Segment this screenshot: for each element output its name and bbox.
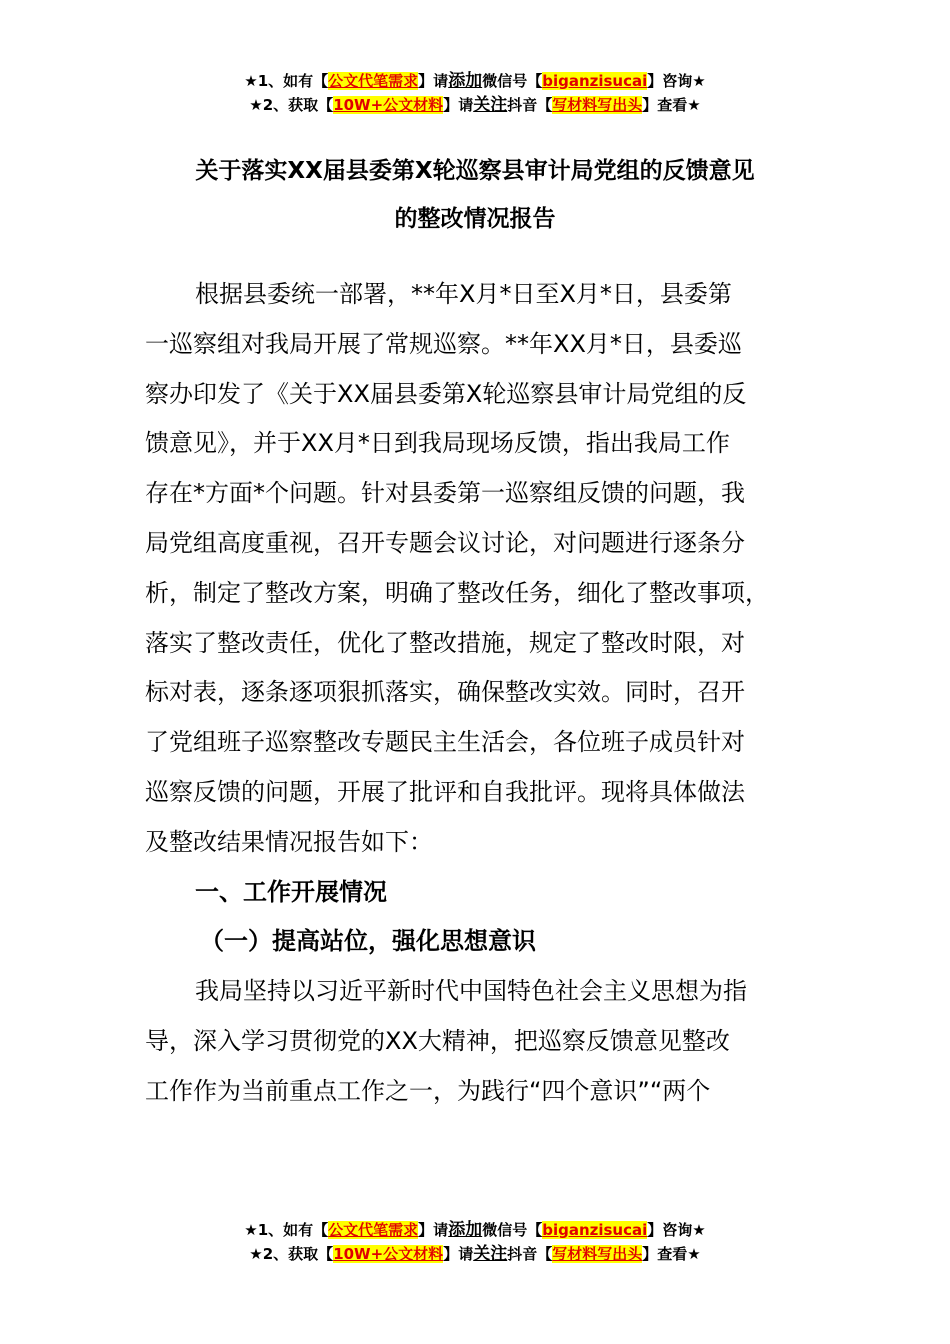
text: 】咨询★: [647, 1221, 706, 1239]
text: 】请: [443, 1245, 474, 1263]
paragraph-line: 工作作为当前重点工作之一，为践行“四个意识”“两个: [145, 1076, 711, 1105]
subsection-heading: （一）提高站位，强化思想意识: [200, 927, 536, 956]
header-banner: [0, 69, 950, 117]
text: 微信号【: [482, 72, 543, 90]
banner-line-1: [0, 69, 950, 93]
paragraph-line: 我局坚持以习近平新时代中国特色社会主义思想为指: [195, 977, 747, 1006]
banner-line-2: [0, 1242, 950, 1266]
paragraph-line: 及整改结果情况报告如下：: [145, 827, 433, 856]
text: 抖音【: [507, 1245, 553, 1263]
text: 】请: [418, 1221, 449, 1239]
highlight: 10W+公文材料: [333, 1245, 444, 1263]
text: ★1、如有【: [244, 72, 329, 90]
text: 微信号【: [482, 1221, 543, 1239]
highlight: biganzisucai: [542, 72, 648, 90]
highlight: 公文代笔需求: [328, 1221, 419, 1239]
text: 】咨询★: [647, 72, 706, 90]
paragraph-line: 了党组班子巡察整改专题民主生活会，各位班子成员针对: [145, 728, 745, 757]
paragraph-line: 巡察反馈的问题，开展了批评和自我批评。现将具体做法: [145, 777, 745, 806]
highlight: biganzisucai: [542, 1221, 648, 1239]
text: 】查看★: [642, 1245, 701, 1263]
highlight: 公文代笔需求: [328, 72, 419, 90]
text: 添加: [448, 71, 483, 91]
text: 添加: [448, 1220, 483, 1240]
document-title: [0, 147, 950, 243]
title-line: 的整改情况报告: [394, 206, 556, 232]
paragraph-line: 落实了整改责任，优化了整改措施，规定了整改时限，对: [145, 628, 745, 657]
text: ★2、获取【: [249, 1245, 334, 1263]
text: 抖音【: [507, 96, 553, 114]
paragraph-line: 馈意见》，并于XX月*日到我局现场反馈，指出我局工作: [145, 429, 730, 458]
highlight: 10W+公文材料: [333, 96, 444, 114]
paragraph-line: 导，深入学习贯彻党的XX大精神，把巡察反馈意见整改: [145, 1026, 730, 1055]
document-body: [145, 270, 825, 1117]
highlight: 写材料写出头: [552, 96, 643, 114]
text: 关注: [473, 1244, 508, 1264]
text: 关注: [473, 95, 508, 115]
paragraph-line: 标对表，逐条逐项狠抓落实，确保整改实效。同时，召开: [145, 678, 745, 707]
title-line: 关于落实XX届县委第X轮巡察县审计局党组的反馈意见: [195, 158, 755, 184]
paragraph-line: 存在*方面*个问题。针对县委第一巡察组反馈的问题，我: [145, 479, 745, 508]
text: ★1、如有【: [244, 1221, 329, 1239]
text: 】请: [418, 72, 449, 90]
paragraph-line: 根据县委统一部署，**年X月*日至X月*日，县委第: [195, 280, 732, 308]
footer-banner: [0, 1218, 950, 1266]
paragraph-line: 察办印发了《关于XX届县委第X轮巡察县审计局党组的反: [145, 379, 747, 408]
paragraph-line: 一巡察组对我局开展了常规巡察。**年XX月*日，县委巡: [145, 329, 742, 358]
highlight: 写材料写出头: [552, 1245, 643, 1263]
paragraph-line: 析，制定了整改方案，明确了整改任务，细化了整改事项，: [145, 578, 769, 607]
banner-line-2: [0, 93, 950, 117]
paragraph-line: 局党组高度重视，召开专题会议讨论，对问题进行逐条分: [145, 528, 745, 557]
text: 】请: [443, 96, 474, 114]
text: 】查看★: [642, 96, 701, 114]
banner-line-1: [0, 1218, 950, 1242]
text: ★2、获取【: [249, 96, 334, 114]
section-heading: 一、工作开展情况: [195, 877, 387, 906]
